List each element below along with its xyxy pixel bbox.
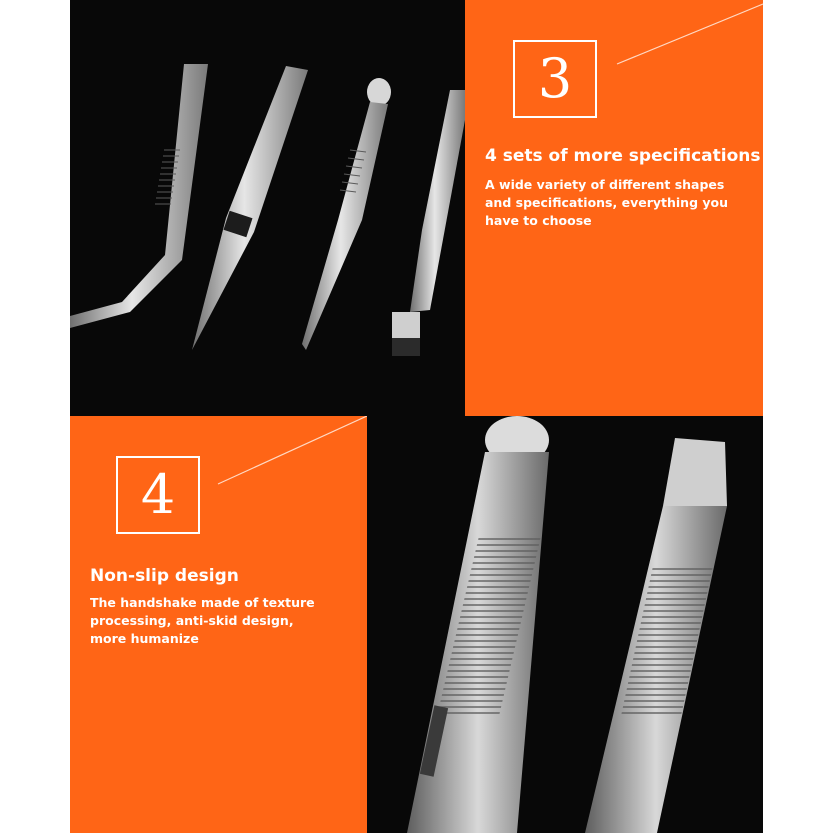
feature-3-title: 4 sets of more specifications (485, 146, 761, 166)
tweezers-closeup-photo (367, 416, 763, 833)
feature-number-3: 3 (513, 40, 597, 118)
feature-3-line: A wide variety of different shapes (485, 177, 725, 192)
feature-3-line: have to choose (485, 213, 592, 228)
feature-4-line: processing, anti-skid design, (90, 613, 294, 628)
feature-number-4: 4 (116, 456, 200, 534)
feature-4-title: Non-slip design (90, 566, 239, 586)
pointed-tip-tweezer (192, 66, 308, 350)
flat-tip-handle (585, 438, 727, 833)
feature-4-panel (70, 416, 367, 833)
round-tip-tweezer (302, 78, 391, 350)
tweezers-set-illustration (70, 0, 465, 416)
bent-tip-tweezer (70, 64, 208, 328)
round-tip-handle (407, 416, 549, 833)
feature-4-line: more humanize (90, 631, 199, 646)
feature-4-line: The handshake made of texture (90, 595, 315, 610)
feature-3-panel (465, 0, 763, 416)
tweezers-set-photo (70, 0, 465, 416)
flat-end-tweezer (392, 90, 465, 356)
feature-3-description (485, 176, 728, 230)
feature-3-line: and specifications, everything you (485, 195, 728, 210)
feature-4-description (90, 594, 315, 648)
tweezer-handles-illustration (367, 416, 763, 833)
